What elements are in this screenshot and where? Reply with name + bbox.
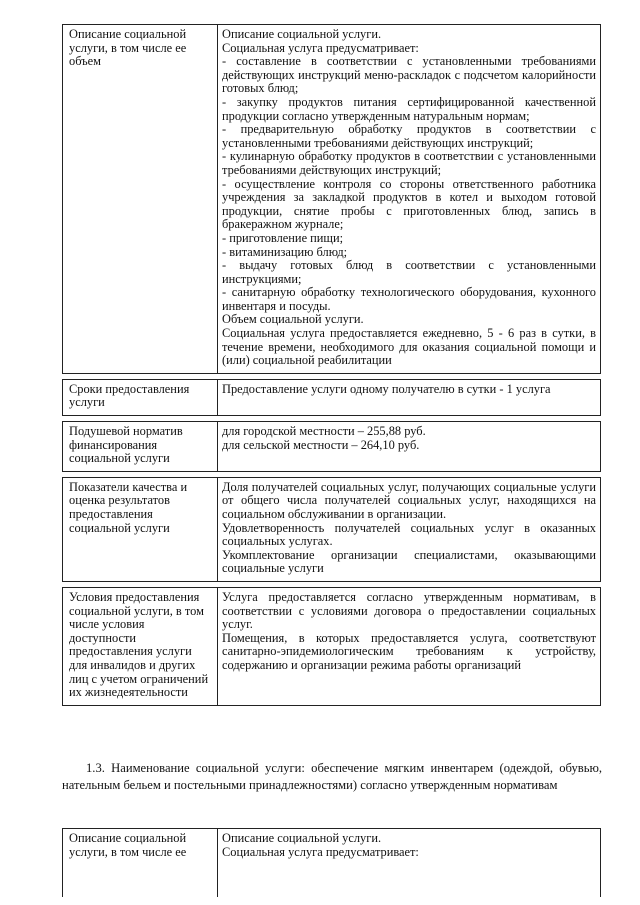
text-line: - предварительную обработку продуктов в соответствии с установленными требованиями действующих инструкций; [222, 122, 596, 150]
text-line: Социальная услуга предоставляется ежедневно, 5 - 6 раз в сутки, в течение времени, необходимого для оказания социальной помощи и (или) социальной реабилитации [222, 326, 596, 368]
row-label: Подушевой норматив финансирования социальной услуги [63, 422, 218, 472]
row-label: Условия предоставления социальной услуги, в том числе условия доступности предоставления услуги для инвалидов и других лиц с учетом ограничений их жизнедеятельности [63, 587, 218, 705]
text-line: - выдачу готовых блюд в соответствии с установленными инструкциями; [222, 258, 596, 286]
text-line: - кулинарную обработку продуктов в соответствии с установленными требованиями действующих инструкций; [222, 149, 596, 177]
row-label: Показатели качества и оценка результатов предоставления социальной услуги [63, 477, 218, 581]
services-table [62, 24, 601, 706]
row-description [218, 587, 601, 705]
table-row [63, 379, 601, 415]
text-line: Описание социальной услуги. [222, 831, 382, 845]
text-line: Услуга предоставляется согласно утвержденным нормативам, в соответствии с условиями договора о предоставлении социальных услуг. [222, 589, 596, 632]
row-description [218, 477, 601, 581]
table-row [63, 477, 601, 581]
text-line: - закупку продуктов питания сертифицированной качественной продукции согласно утвержденным натуральным нормам; [222, 94, 596, 123]
table-row [63, 422, 601, 472]
row-description [218, 379, 601, 415]
text-line: Социальная услуга предусматривает: [222, 844, 419, 859]
section-heading: 1.3. Наименование социальной услуги: обеспечение мягким инвентарем (одеждой, обувью, нательным бельем и постельными принадлежностями) согласно утвержденным нормативам [62, 761, 602, 792]
text-line: - составление в соответствии с установленными требованиями действующих инструкций меню-раскладок с подсчетом калорийности готовых блюд; [222, 54, 596, 96]
text-line: - санитарную обработку технологического оборудования, кухонного инвентаря и посуды. [222, 285, 596, 313]
table-row [63, 25, 601, 374]
row-description [218, 25, 601, 374]
text-line: Описание социальной услуги. [222, 27, 382, 41]
text-line: Доля получателей социальных услуг, получающих социальные услуги от общего числа получателей социальных услуг, находящихся на социальном обслуживании в организации. [222, 479, 596, 521]
row-description [218, 829, 601, 898]
text-line: - приготовление пищи; [222, 230, 344, 245]
row-label: Сроки предоставления услуги [63, 379, 218, 415]
text-line: Укомплектование организации специалистами, оказывающими социальные услуги [222, 547, 596, 576]
row-description [218, 422, 601, 472]
text-line: Социальная услуга предусматривает: [222, 40, 419, 55]
row-label: Описание социальной услуги, в том числе ее [63, 829, 218, 898]
table-row [63, 829, 601, 898]
text-line: Объем социальной услуги. [222, 312, 364, 327]
text-line: - витаминизацию блюд; [222, 244, 348, 259]
text-line: для городской местности – 255,88 руб. [222, 424, 426, 439]
text-line: Предоставление услуги одному получателю в сутки - 1 услуга [222, 381, 551, 396]
text-line: Удовлетворенность получателей социальных услуг в оказанных социальных услугах. [222, 520, 596, 549]
text-line: для сельской местности – 264,10 руб. [222, 437, 420, 452]
text-line: Помещения, в которых предоставляется услуга, соответствуют санитарно-эпидемиологическим требованиям к устройству, содержанию и организации режима работы организаций [222, 630, 596, 672]
table-row [63, 587, 601, 705]
row-label: Описание социальной услуги, в том числе ее объем [63, 25, 218, 374]
text-line: - осуществление контроля со стороны ответственного работника учреждения за закладкой продуктов в котел и выходом готовой продукции, снятие пробы с приготовленных блюд, запись в бракеражном журнале; [222, 176, 596, 232]
services-table-continued [62, 828, 601, 897]
